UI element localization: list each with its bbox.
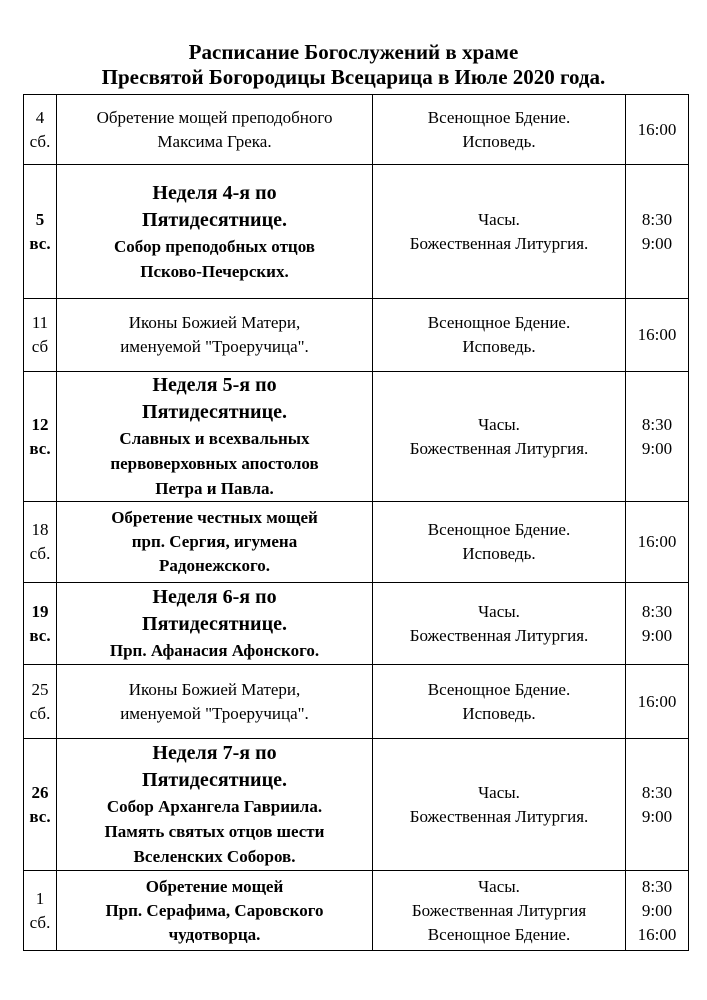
feast-line: Обретение мощей преподобного [96,107,333,127]
feast-line: Прп. Серафима, Саровского [105,900,324,920]
feast-cell [57,502,373,583]
service-line: Божественная Литургия. [409,438,589,458]
feast-sub-line: Прп. Афанасия Афонского. [109,641,320,660]
weekday: вс. [29,806,51,826]
service-line: Исповедь. [462,131,536,151]
feast-title-line: Неделя 5-я по [152,374,277,396]
day-number: 26 [31,782,49,802]
feast-cell [57,372,373,502]
feast-title-line: Пятидесятнице. [142,208,287,231]
date-cell [24,583,57,665]
time-cell [626,739,689,871]
title-line-1: Расписание Богослужений в храме [188,40,519,64]
service-line: Часы. [478,876,520,896]
weekday: вс. [29,438,51,458]
time-value: 8:30 [641,209,673,229]
table-row-jul-25 [24,665,689,739]
feast-line: Иконы Божией Матери, [128,313,301,332]
feast-cell [57,871,373,951]
time-value: 8:30 [641,876,673,896]
weekday: сб. [29,544,51,563]
feast-line: прп. Сергия, игумена [131,532,298,551]
service-cell [373,739,626,871]
service-line: Всенощное Бдение. [427,924,571,944]
title-line-2: Пресвятой Богородицы Всецарица в Июле 2020 года. [101,65,606,89]
feast-cell [57,165,373,299]
day-number: 4 [35,107,45,127]
time-cell [626,871,689,951]
date-cell [24,299,57,372]
service-cell [373,502,626,583]
service-cell [373,299,626,372]
weekday: вс. [29,625,51,645]
feast-line: именуемой "Троеручица". [120,337,309,356]
service-line: Божественная Литургия [411,900,587,920]
service-cell [373,372,626,502]
date-cell [24,665,57,739]
day-number: 19 [31,601,49,621]
weekday: сб [31,337,49,356]
feast-line: Обретение мощей [145,876,284,896]
time-value: 8:30 [641,782,673,802]
feast-title-line: Неделя 6-я по [152,586,277,608]
date-cell [24,871,57,951]
time-value: 16:00 [637,119,677,139]
feast-line: именуемой "Троеручица". [120,703,309,723]
weekday: сб. [29,131,51,151]
service-line: Часы. [478,414,520,434]
schedule-table [23,94,689,951]
time-value: 16:00 [637,691,677,711]
feast-line: Максима Грека. [157,131,272,151]
service-cell [373,871,626,951]
time-value: 9:00 [641,900,673,920]
table-row-jul-5 [24,165,689,299]
weekday: вс. [29,233,51,253]
table-row-jul-11 [24,299,689,372]
service-line: Всенощное Бдение. [427,520,571,539]
service-cell [373,165,626,299]
time-cell [626,665,689,739]
feast-cell [57,299,373,372]
time-value: 9:00 [641,625,673,645]
date-cell [24,165,57,299]
service-line: Всенощное Бдение. [427,107,571,127]
date-cell [24,372,57,502]
date-cell [24,502,57,583]
service-cell [373,583,626,665]
feast-line: Иконы Божией Матери, [128,679,301,699]
feast-cell [57,583,373,665]
table-row-jul-18 [24,502,689,583]
service-line: Часы. [478,782,520,802]
feast-title-line: Пятидесятнице. [142,613,287,635]
feast-sub-line: Псково-Печерских. [140,261,289,281]
time-value: 16:00 [637,532,677,551]
time-cell [626,372,689,502]
service-cell [373,665,626,739]
service-line: Исповедь. [462,544,536,563]
feast-title-line: Неделя 7-я по [152,742,277,764]
time-value: 9:00 [641,438,673,458]
page-title [0,40,707,90]
time-value: 9:00 [641,806,673,826]
service-line: Часы. [478,209,520,229]
day-number: 1 [35,888,45,908]
time-value: 16:00 [637,325,677,344]
feast-sub-line: Собор Архангела Гавриила. [106,797,323,816]
feast-cell [57,665,373,739]
table-row-jul-26 [24,739,689,871]
table-row-jul-4 [24,95,689,165]
time-cell [626,165,689,299]
time-cell [626,95,689,165]
feast-line: Радонежского. [158,556,270,575]
feast-sub-line: Собор преподобных отцов [114,236,315,256]
time-value: 8:30 [641,601,673,621]
feast-sub-line: Вселенских Соборов. [133,847,296,866]
service-line: Исповедь. [462,337,536,356]
service-line: Всенощное Бдение. [427,679,571,699]
day-number: 25 [31,679,49,699]
weekday: сб. [29,912,51,932]
feast-cell [57,739,373,871]
feast-sub-line: первоверховных апостолов [110,454,319,473]
time-value: 9:00 [641,233,673,253]
feast-title-line: Пятидесятнице. [142,769,287,791]
feast-line: Обретение честных мощей [111,508,318,527]
feast-sub-line: Славных и всехвальных [119,429,310,448]
day-number: 5 [35,209,45,229]
service-line: Божественная Литургия. [409,806,589,826]
feast-sub-line: Память святых отцов шести [104,822,325,841]
service-line: Исповедь. [462,703,536,723]
time-cell [626,299,689,372]
time-value: 16:00 [637,924,677,944]
time-value: 8:30 [641,414,673,434]
date-cell [24,95,57,165]
service-line: Часы. [478,601,520,621]
date-cell [24,739,57,871]
table-row-aug-1 [24,871,689,951]
service-cell [373,95,626,165]
service-line: Божественная Литургия. [409,625,589,645]
service-line: Всенощное Бдение. [427,313,571,332]
feast-sub-line: Петра и Павла. [155,479,274,498]
service-line: Божественная Литургия. [409,233,589,253]
feast-line: чудотворца. [168,924,261,944]
feast-title-line: Неделя 4-я по [152,181,277,204]
time-cell [626,502,689,583]
table-row-jul-12 [24,372,689,502]
time-cell [626,583,689,665]
weekday: сб. [29,703,51,723]
feast-title-line: Пятидесятнице. [142,401,287,423]
table-row-jul-19 [24,583,689,665]
day-number: 12 [31,414,49,434]
feast-cell [57,95,373,165]
day-number: 11 [31,313,49,332]
day-number: 18 [31,520,49,539]
